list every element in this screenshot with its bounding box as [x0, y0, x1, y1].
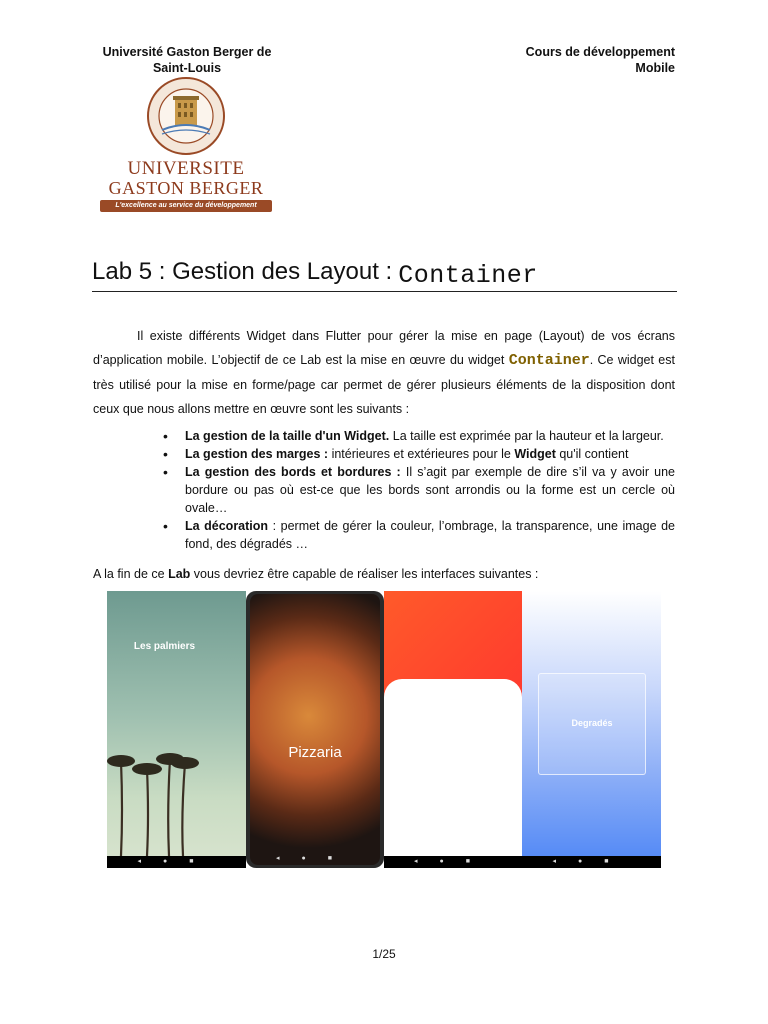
nav-bar: ◂●■ — [384, 856, 522, 868]
list-item-text: qu'il contient — [555, 447, 629, 461]
list-item-text: : permet de gérer la couleur, l’ombrage, la transparence, une image de fond, des dégradés … — [185, 519, 675, 551]
title-code: Container — [398, 261, 538, 290]
screenshot-pizzaria — [246, 591, 384, 868]
header-university-line1: Université Gaston Berger de — [102, 45, 272, 59]
list-item-bold: Widget — [514, 447, 556, 461]
list-item-text: La taille est exprimée par la hauteur et la largeur. — [389, 429, 664, 443]
intro-code: Container — [508, 352, 590, 369]
header-course-line2: Mobile — [635, 61, 675, 75]
outro-bold: Lab — [168, 567, 191, 581]
header-course-line1: Cours de développement — [525, 45, 675, 59]
palm-trees-icon — [107, 741, 246, 856]
nav-bar: ◂●■ — [276, 855, 354, 862]
list-item-bold: La gestion des bords et bordures : — [185, 465, 401, 479]
list-item — [163, 445, 675, 463]
status-bar — [384, 591, 522, 606]
screenshot-label: Pizzaria — [288, 744, 342, 761]
page-number: 1/25 — [372, 947, 396, 961]
pizza-background — [250, 594, 380, 865]
features-list — [163, 427, 675, 553]
logo-name-line2: GASTON BERGER — [108, 178, 264, 198]
university-logo — [98, 76, 274, 216]
logo-tagline: L'excellence au service du développement — [100, 200, 272, 212]
intro-part2: . Ce widget est très utilisé pour la mise en forme/page car permet de gérer plusieurs éléments de la disposition dont ceux que nous allons mettre en œuvre sont les suivants : — [93, 353, 675, 416]
list-item — [163, 463, 675, 517]
header-course — [475, 44, 675, 76]
screenshot-label: Les palmiers — [133, 641, 196, 652]
list-item-text: intérieures et extérieures pour le — [328, 447, 515, 461]
app-screenshots — [107, 591, 661, 868]
screenshot-palmiers — [107, 591, 246, 868]
intro-part1: Il existe différents Widget dans Flutter pour gérer la mise en page (Layout) de vos écrans d’application mobile. L’objectif de ce Lab est la mise en œuvre du widget — [93, 329, 675, 367]
list-item — [163, 427, 675, 445]
nav-bar: ◂●■ — [522, 856, 661, 868]
list-item — [163, 517, 675, 553]
screenshot-degrades — [522, 591, 661, 868]
outro-part2: vous devriez être capable de réaliser les interfaces suivantes : — [190, 567, 539, 581]
list-item-bold: La gestion des marges : — [185, 447, 329, 461]
list-item-bold: La gestion de la taille d'un Widget. — [185, 429, 390, 443]
list-item-bold: La décoration — [185, 519, 269, 533]
gradient-box — [538, 673, 646, 775]
status-bar — [522, 591, 661, 606]
university-seal-icon — [142, 76, 230, 156]
list-item-text: Il s’agit par exemple de dire s’il va y avoir une bordure ou pas où est-ce que les bords sont arrondis ou la forme est un cercle où ovale… — [185, 465, 675, 515]
screenshot-rounded-card — [384, 591, 522, 868]
screenshot-label: Degradés — [571, 718, 613, 728]
title-text: Lab 5 : Gestion des Layout : — [92, 258, 393, 285]
status-bar — [107, 591, 246, 606]
outro-part1: A la fin de ce — [93, 567, 169, 581]
header-university-line2: Saint-Louis — [152, 61, 222, 75]
header-university — [92, 44, 282, 76]
intro-paragraph — [93, 324, 675, 421]
rounded-card — [384, 679, 522, 856]
page-title — [92, 254, 677, 292]
nav-bar: ◂●■ — [107, 856, 246, 868]
logo-name-line1: UNIVERSITE — [127, 158, 245, 179]
outro-paragraph — [93, 562, 675, 586]
